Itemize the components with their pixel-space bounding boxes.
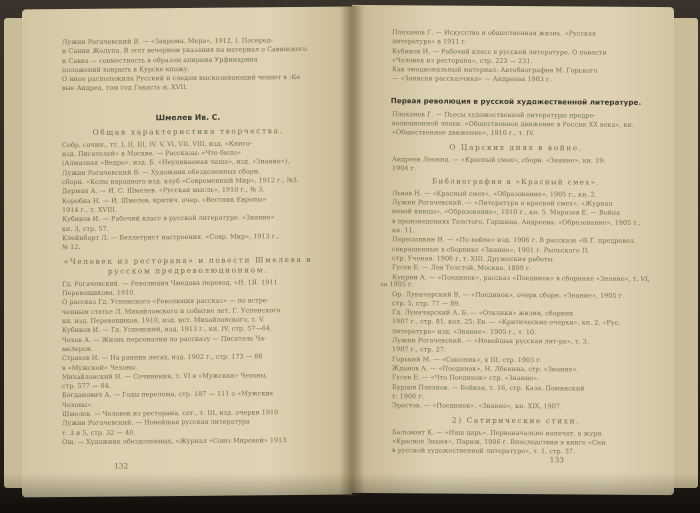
text-line: и Санни Жолупа. В этот вечерием указания на материал о Савинского <box>62 45 308 56</box>
section-title-tsar: О Царских днях в войне. <box>449 142 583 153</box>
section-title-general: Общая характеристика творчества. <box>92 126 284 137</box>
bibliography-entry: ченным статье Л. Михайловского и событие лет. Г. Успенского <box>62 305 281 316</box>
text-line: литература» в 1911 г. <box>392 37 468 46</box>
bibliography-entry: в «Мужской» Чеховы. <box>62 362 138 372</box>
bibliography-entry: Лужин Рогачевский. — «Новейшая русская лит-ра», т. 3. <box>392 336 589 346</box>
bibliography-entry: Собр. сочин., тт. I, II, III, IV, V, VI, VII, VIII, изд. «Книго- <box>62 139 252 149</box>
left-page-text <box>50 37 326 449</box>
bibliography-entry: «Красное Знамя», Париж, 1906 г. Впоследствии в книге «Сни. <box>392 437 608 447</box>
page-number-left: 132 <box>114 461 129 471</box>
bibliography-entry: «Общественное движение», 1910 г., т. IV. <box>392 128 535 138</box>
bibliography-entry: 1904 г. <box>392 164 417 173</box>
bibliography-entry: кн. изд. Перевощиков, 1910, изд. ист. Михайловского, т. V. <box>62 315 265 326</box>
bibliography-entry: Ощ. — Художник обездоленных, «Журнал «Союз Мировой» 1913 <box>62 436 287 446</box>
bibliography-entry: мелеров. <box>62 344 93 354</box>
text-line: О иное расположила Русский и следом высказывающий чешют в ›Ке <box>62 73 301 84</box>
text-line: Лужин Рогачевский В. — «Закрома. Мера», 1912, I. Посеред- <box>62 36 273 47</box>
bibliography-entry: Гусев Е. — «Что Поединок» стр. «Знание». <box>392 373 540 383</box>
bibliography-entry: Куприн А. — «Поединок», рассказ «Поединок» в сборнике «Знание», т. VI, за 1905 г. <box>380 272 650 289</box>
bibliography-entry: сборн. «Колы народного изд. клуб «Современный Мир», 1912 г., №3. <box>62 176 299 187</box>
book-gutter <box>340 6 364 496</box>
text-line: вые Андреа, том год Гакасть и, XVII. <box>62 83 188 93</box>
bibliography-entry: стр. Ученая. 1906 г. т. XIII. Дружеския работы. <box>392 254 555 264</box>
left-page <box>22 7 352 498</box>
text-line: положений вонрыть в Курске кпожу. <box>62 64 190 74</box>
bibliography-entry: Лужин Рогачевский В. — Художник обездоленных сборн. <box>62 167 261 177</box>
bibliography-entry: Чеховы». <box>62 400 94 409</box>
bibliography-entry: Ор. Луначарский В. — «Поединок», очерк сборн. «Знание», 1905 г. <box>392 289 625 300</box>
section-title-bibliography: Библиография в «Красный смех». <box>432 177 600 187</box>
bibliography-entry: Эрастов. — «Поединок», «Знание», кн. XIX, 1907. <box>392 401 563 411</box>
bibliography-entry: Лужин Рогачевский. — «Литература о красной смех», «Журнал <box>392 198 613 208</box>
bibliography-entry: О рассказ Гд. Успенского «Революция рассказ» — по встре- <box>62 296 269 307</box>
bibliography-entry: Андреев Леонид. — «Красный смех», сборн. «Знание», кн. 19. <box>392 155 606 165</box>
bibliography-entry: Гд. Луначарский А. Б. — «Отклики» жизни, сборник <box>392 308 574 318</box>
bibliography-entry: Кубиков И. — Рабочий класс в русской литературе. «Знание» <box>62 213 275 224</box>
section-title-story: «Человек из ресторана» и повести Шмелева в русском предреволюционном. <box>63 254 313 276</box>
bibliography-entry: сокращенные в сборнике «Знание», 1901 г. Рыльского П. <box>392 244 590 255</box>
bibliography-entry: 1907 г., стр. 81, кол. 25; Ев. — «Критические очерки», кн. 2. «Рус. <box>392 317 621 328</box>
bibliography-entry: изд. Писателей» в Москве. — Рассказы: «Что было» <box>62 148 242 159</box>
section-heading-revolution: Первая революция в русской художественной литературе. <box>390 96 642 108</box>
bibliography-entry: Бальмонт К. — «Наш царь». Первоначально напечат. в журн. <box>392 427 604 438</box>
bibliography-entry: Чехов А. — Жизнь персоналии по рассказу — Писатель Ча- <box>62 333 267 344</box>
bibliography-entry: новой кницы», «Образование», 1910 г., кн. 5. Морозов Е. — Война <box>392 207 621 218</box>
bibliography-entry: Коробка Н. — И. Шмелев, критич. очер. «Вестник Европы» <box>62 194 267 205</box>
bibliography-entry: волюционной эпохи. «Общественное движение в России XX века», кн. <box>392 119 634 130</box>
bibliography-entry: стр. 5, стр. 77 — 89. <box>392 299 461 308</box>
bibliography-entry: Пересыпкин Н. — «По войне» изд. 1906 г. В рассказе «В.Т. предревол. <box>392 235 636 246</box>
section-title-satire: 2) Сатирические стихи. <box>451 415 581 426</box>
author-heading: Шмелев Ив. С. <box>155 112 221 123</box>
bibliography-entry: в русской художественной литературе», т. 1, стр. 37. <box>392 446 576 456</box>
right-page-text <box>380 29 652 459</box>
page-number-right: 133 <box>549 455 564 465</box>
bibliography-entry: кн. 11. <box>392 226 415 235</box>
right-page <box>352 5 674 495</box>
bibliography-entry: Богданович А. — Годы перелома, стр. 187 — 111 о «Мужских <box>62 389 274 400</box>
bibliography-entry: 1914 г., т. XVIII. <box>62 205 118 215</box>
bibliography-entry: Михайловский Н. — Сочинения, т. VI в «Мужская» Чеховы, <box>62 371 268 381</box>
bibliography-entry: Горький М. — «Союзник», в III, стр. 1903 г. <box>392 354 542 364</box>
text-line: и Савва — совместность в образом апирыва Урфинарина <box>62 54 258 65</box>
bibliography-entry: в произведениях Толстого, Гаршина, Андреева. «Образование», 1905 г., <box>392 216 641 227</box>
bibliography-entry: (Алмазная «Ведро», изд. Б. «Неупиваемая чаша», изд. «Знание»), <box>62 157 290 168</box>
bibliography-entry: Гд. Рогачевский. — Революция Чмедова перевод. «Н. 1Я. 1911 <box>62 278 278 288</box>
bibliography-entry: Жданов А. — «Поединок», Н. Лбенина, стр. «Знание». <box>392 364 579 374</box>
bibliography-entry: Дерман А. — И. С. Шмелев. «Русская мысль», 1910 г., № 3. <box>62 185 265 196</box>
bibliography-entry: Плеханов Г. — Пьесы художественной литературы предре- <box>392 110 596 120</box>
text-line: Как эмоциональный материал: Автобиография М. Горького <box>392 65 598 75</box>
text-line: Плеханов Г. — Искусство и общественная жизнь. «Русская <box>392 28 597 38</box>
bibliography-entry: литература» изд. «Знание». 1905 г., т. 10. <box>392 326 537 336</box>
bibliography-entry: т. 1906 г. <box>392 391 424 401</box>
bottom-shadow <box>0 473 700 513</box>
bibliography-entry: т. 3 и 5, стр. 32 — 40. <box>62 428 136 437</box>
bibliography-entry: Шмелев. — Человек из ресторана, сот., т. III, изд. очерки 1910 <box>62 408 279 419</box>
bibliography-entry: Бурцев Плехнов. — Бойкая, т. 16, стр. Каза. Помянский <box>392 382 585 393</box>
bibliography-entry: стр. 577 — 84. <box>62 381 111 391</box>
bibliography-entry: Львов Н. — «Красный смех», «Образование», 1905 г., кн. 2. <box>392 189 597 199</box>
bibliography-entry: № 12. <box>62 243 81 252</box>
bibliography-entry: Клейнборт Л. — Беллетрист настроения. «Совр. Мир», 1913 г., <box>62 232 280 242</box>
text-line: «Человек из ресторана», стр. 223 — 231. <box>392 56 533 66</box>
bibliography-entry: 1907 г., стр. 27. <box>392 345 447 354</box>
bibliography-entry: Страхов Н. — На ранних лесах, изд. 1902 г., стр. 173 — 88 <box>62 352 263 363</box>
bibliography-entry: Кубиков И. — Гд. Успенский, изд. 1913 г., кн. IV, стр. 57—64. <box>62 324 273 335</box>
text-line: Кубиков И. — Рабочий класс в русской литературе. О повести <box>392 46 607 57</box>
bibliography-entry: Перевощикова, 1910. <box>62 288 136 298</box>
bibliography-entry: Лужин Рогачевский. — Новейшая русская литература <box>62 417 250 428</box>
text-line: — «Записки рассказчика» — Андреева 1903 г. <box>392 74 552 84</box>
bibliography-entry: Гусев Е. — Лев Толстой. Москва, 1899 г. <box>392 263 532 273</box>
bibliography-entry: кн. 3, стр. 57. <box>62 224 109 233</box>
